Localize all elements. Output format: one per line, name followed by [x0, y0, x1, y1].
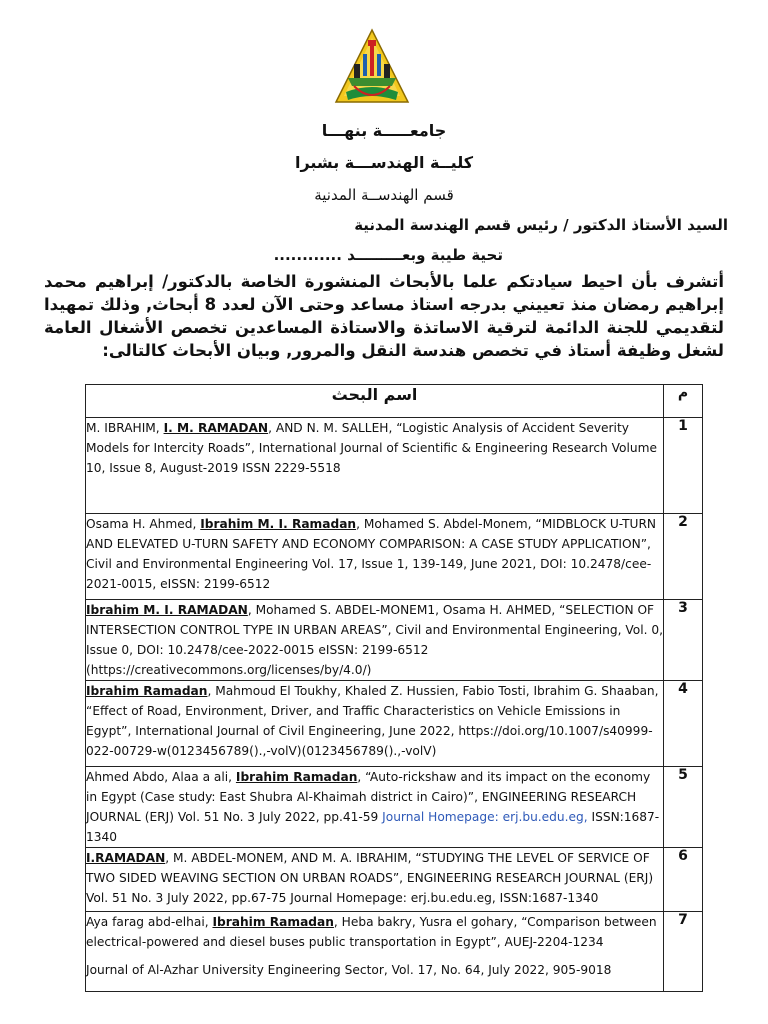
author-name: Ibrahim Ramadan [86, 684, 208, 698]
table-row [86, 767, 703, 848]
table-header-row [86, 385, 703, 418]
author-name: Ibrahim Ramadan [212, 915, 334, 929]
row-number: 4 [664, 681, 703, 767]
publication-citation: I.RAMADAN, M. ABDEL-MONEM, AND M. A. IBRAHIM, “STUDYING THE LEVEL OF SERVICE OF TWO SIDED WEAVING SECTION ON URBAN ROADS”, ENGINEERING RESEARCH JOURNAL (ERJ) Vol. 51 No. 3 July 2022, pp.67-75 Journal Homepage: erj.bu.edu.eg, ISSN:1687-1340 [86, 848, 664, 912]
publication-citation: Osama H. Ahmed, Ibrahim M. I. Ramadan, Mohamed S. Abdel-Monem, “MIDBLOCK U-TURN AND ELEVATED U-TURN SAFETY AND ECONOMY COMPARISON: A CASE STUDY APPLICATION”, Civil and Environmental Engineering Vol. 17, Issue 1, 139-149, June 2021, DOI: 10.2478/cee-2021-0015, eISSN: 2199-6512 [86, 514, 664, 600]
university-logo-emblem [334, 28, 410, 108]
publication-citation: Aya farag abd-elhai, Ibrahim Ramadan, Heba bakry, Yusra el gohary, “Comparison between electrical-powered and diesel buses public transportation in Egypt”, AUEJ-2204-1234 Journal of Al-Azhar University Engineering Sector, Vol. 17, No. 64, July 2022, 905-9018 [86, 912, 664, 992]
journal-homepage-link[interactable]: Journal Homepage: erj.bu.edu.eg, [382, 810, 588, 824]
publication-citation: Ibrahim Ramadan, Mahmoud El Toukhy, Khaled Z. Hussien, Fabio Tosti, Ibrahim G. Shaaban, “Effect of Road, Environment, Driver, and Traffic Characteristics on Vehicle Emissions in Egypt”, International Journal of Civil Engineering, June 2022, https://doi.org/10.1007/s40999-022-00729-w(0123456789().,-volV)(0123456789().,-volV) [86, 681, 664, 767]
row-number: 2 [664, 514, 703, 600]
letter-addressee: السيد الأستاذ الدكتور / رئيس قسم الهندسة المدنية [354, 216, 728, 234]
publication-citation: M. IBRAHIM, I. M. RAMADAN, AND N. M. SALLEH, “Logistic Analysis of Accident Severity Models for Intercity Roads”, International Journal of Scientific & Engineering Research Volume 10, Issue 8, August-2019 ISSN 2229-5518 [86, 418, 664, 514]
publication-citation: Ibrahim M. I. RAMADAN, Mohamed S. ABDEL-MONEM1, Osama H. AHMED, “SELECTION OF INTERSECTION CONTROL TYPE IN URBAN AREAS”, Civil and Environmental Engineering, Vol. 0, Issue 0, DOI: 10.2478/cee-2022-0015 eISSN: 2199-6512 (https://creativecommons.org/licenses/by/4.0/) [86, 600, 664, 681]
table-row [86, 912, 703, 992]
table-row [86, 848, 703, 912]
column-header-number: م [664, 385, 703, 418]
table-row [86, 514, 703, 600]
journal-info: Journal of Al-Azhar University Engineering Sector, Vol. 17, No. 64, July 2022, 905-9018 [86, 963, 612, 977]
table-row [86, 600, 703, 681]
author-name: I. M. RAMADAN [163, 421, 269, 435]
department-name: قسم الهندســة المدنية [314, 186, 454, 204]
author-name: Ibrahim Ramadan [235, 770, 358, 784]
row-number: 7 [664, 912, 703, 992]
letter-greeting: تحية طيبة وبعـــــــــد ............ [273, 246, 503, 264]
table-row [86, 418, 703, 514]
row-number: 1 [664, 418, 703, 514]
author-name: I.RAMADAN [86, 851, 166, 865]
author-name: Ibrahim M. I. Ramadan [200, 517, 357, 531]
table-row [86, 681, 703, 767]
row-number: 6 [664, 848, 703, 912]
publication-citation: Ahmed Abdo, Alaa a ali, Ibrahim Ramadan, “Auto-rickshaw and its impact on the economy in Egypt (Case study: East Shubra Al-Khaimah district in Cairo)”, ENGINEERING RESEARCH JOURNAL (ERJ) Vol. 51 No. 3 July 2022, pp.41-59 Journal Homepage: erj.bu.edu.eg, ISSN:1687-1340 [86, 767, 664, 848]
row-number: 3 [664, 600, 703, 681]
column-header-title: اسم البحث [86, 385, 664, 418]
publications-table [85, 384, 703, 992]
row-number: 5 [664, 767, 703, 848]
letter-body: أتشرف بأن احيط سيادتكم علما بالأبحاث المنشورة الخاصة بالدكتور/ إبراهيم محمد إبراهيم رمضان منذ تعييني بدرجه استاذ مساعد وحتى الآن لعدد 8 أبحاث, وذلك تمهيدا لتقديمي للجنة الدائمة لترقية الاساتذة والاستاذة المساعدين تخصص الأشغال العامة لشغل وظيفة أستاذ في تخصص هندسة النقل والمرور, وبيان الأبحاث كالتالى: [44, 272, 724, 360]
university-name: جامعـــــة بنهـــا [321, 121, 447, 140]
author-name: Ibrahim M. I. RAMADAN [86, 603, 248, 617]
faculty-name: كليــة الهندســـة بشبرا [294, 153, 474, 172]
spacer [86, 952, 663, 960]
